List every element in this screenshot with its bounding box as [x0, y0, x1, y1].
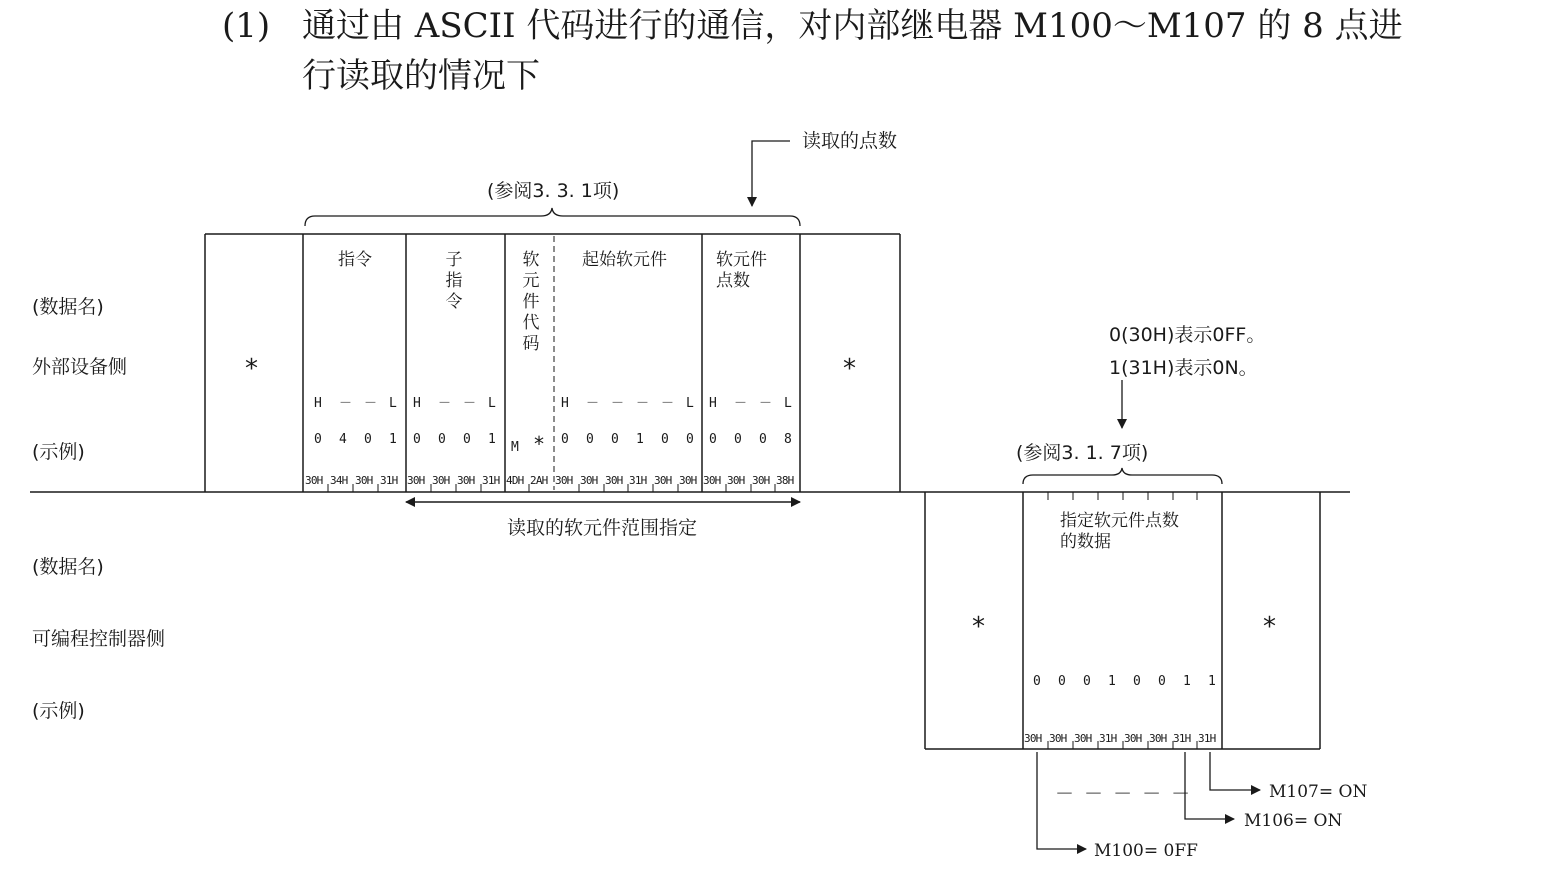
- read-points-arrow: [752, 141, 790, 206]
- field-device-data: 指定软元件点数的数据: [1060, 511, 1179, 552]
- hl-command: H － － L: [314, 396, 397, 411]
- m107-label: M107= ON: [1269, 782, 1368, 802]
- example-label-bottom: (示例): [32, 700, 85, 722]
- field-command: 指令: [338, 250, 372, 270]
- read-points-label: 读取的点数: [802, 130, 898, 152]
- top-reference: (参阅3. 3. 1项): [487, 180, 620, 202]
- hex-device-points: 30H 30H 30H 38H: [703, 474, 794, 487]
- hex-device-code: 4DH 2AH: [506, 474, 548, 487]
- bottom-reference: (参阅3. 1. 7项): [1016, 442, 1149, 464]
- data-name-label-bottom: (数据名): [32, 556, 104, 578]
- header-star: *: [245, 354, 258, 384]
- field-start-device: 起始软元件: [582, 250, 667, 270]
- values-subcommand: 0 0 0 1: [413, 432, 496, 447]
- m106-label: M106= ON: [1244, 811, 1343, 831]
- values-device-points: 0 0 0 8: [709, 432, 792, 447]
- field-device-points: 软元件点数: [716, 250, 767, 291]
- external-device-side-label: 外部设备侧: [32, 356, 128, 378]
- values-device-code: M *: [511, 432, 546, 456]
- hex-start-device: 30H 30H 30H 31H 30H 30H: [555, 474, 697, 487]
- bottom-brace: [1023, 468, 1222, 484]
- hl-device-points: H － － L: [709, 396, 792, 411]
- title-number: (1): [222, 6, 271, 46]
- response-header-star: *: [972, 612, 985, 642]
- response-footer-star: *: [1263, 612, 1276, 642]
- example-label-top: (示例): [32, 441, 85, 463]
- title-line-2: 行读取的情况下: [302, 56, 540, 96]
- hex-device-data: 30H 30H 30H 31H 30H 30H 31H 31H: [1024, 732, 1216, 745]
- footer-star: *: [843, 354, 856, 384]
- bit-ellipsis-dashes: － － － － －: [1055, 783, 1193, 805]
- title-line-1: 通过由 ASCII 代码进行的通信，对内部继电器 M100～M107 的 8 点进: [302, 6, 1403, 46]
- hl-subcommand: H － － L: [413, 396, 496, 411]
- field-device-code: 软元件代码: [522, 250, 540, 354]
- values-start-device: 0 0 0 1 0 0: [561, 432, 694, 447]
- values-device-data: 0 0 0 1 0 0 1 1: [1033, 674, 1216, 689]
- hex-command: 30H 34H 30H 31H: [305, 474, 398, 487]
- note-on: 1(31H)表示0N。: [1109, 357, 1258, 379]
- hl-start-device: H － － － － L: [561, 396, 694, 411]
- note-off: 0(30H)表示0FF。: [1109, 324, 1266, 346]
- top-frame: [205, 234, 900, 492]
- m107-arrow: [1210, 752, 1260, 790]
- m100-label: M100= 0FF: [1094, 841, 1198, 861]
- values-command: 0 4 0 1: [314, 432, 397, 447]
- hex-subcommand: 30H 30H 30H 31H: [407, 474, 500, 487]
- data-name-label-top: (数据名): [32, 296, 104, 318]
- field-subcommand: 子指令: [445, 250, 463, 312]
- range-label: 读取的软元件范围指定: [507, 517, 698, 539]
- plc-side-label: 可编程控制器侧: [32, 628, 166, 650]
- top-brace: [305, 208, 800, 226]
